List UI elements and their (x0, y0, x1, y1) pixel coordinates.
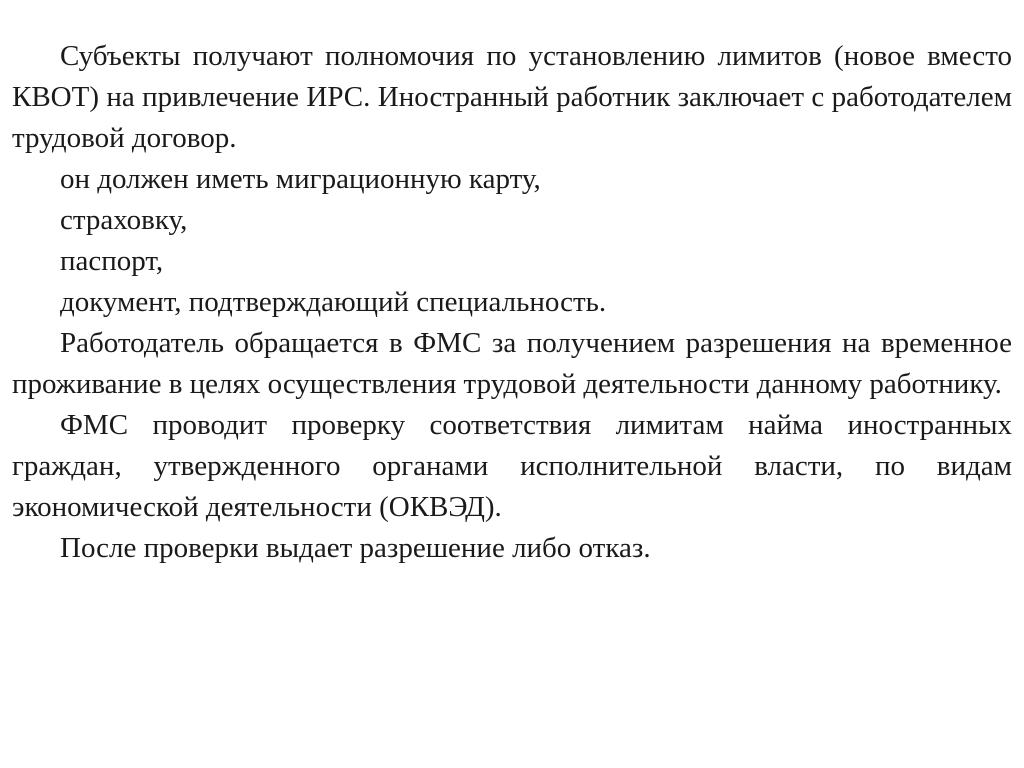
paragraph-decision: После проверки выдает разрешение либо отказ. (60, 532, 651, 564)
requirement-specialty-document: документ, подтверждающий специальность. (60, 286, 607, 318)
requirement-passport: паспорт, (60, 245, 164, 277)
paragraph-fms-check: ФМС проводит проверку соответствия лимитам найма иностранных граждан, утвержденного органами исполнительной власти, по видам экономической деятельности (ОКВЭД). (12, 409, 1012, 523)
paragraph-employer-request: Работодатель обращается в ФМС за получением разрешения на временное проживание в целях осуществления трудовой деятельности данному работнику. (12, 327, 1012, 400)
document-body (12, 36, 1012, 569)
paragraph-limits: Субъекты получают полномочия по установлению лимитов (новое вместо КВОТ) на привлечение ИРС. Иностранный работник заключает с работодателем трудовой договор. (12, 40, 1012, 154)
requirement-insurance: страховку, (60, 204, 188, 236)
requirement-migration-card: он должен иметь миграционную карту, (60, 163, 541, 195)
